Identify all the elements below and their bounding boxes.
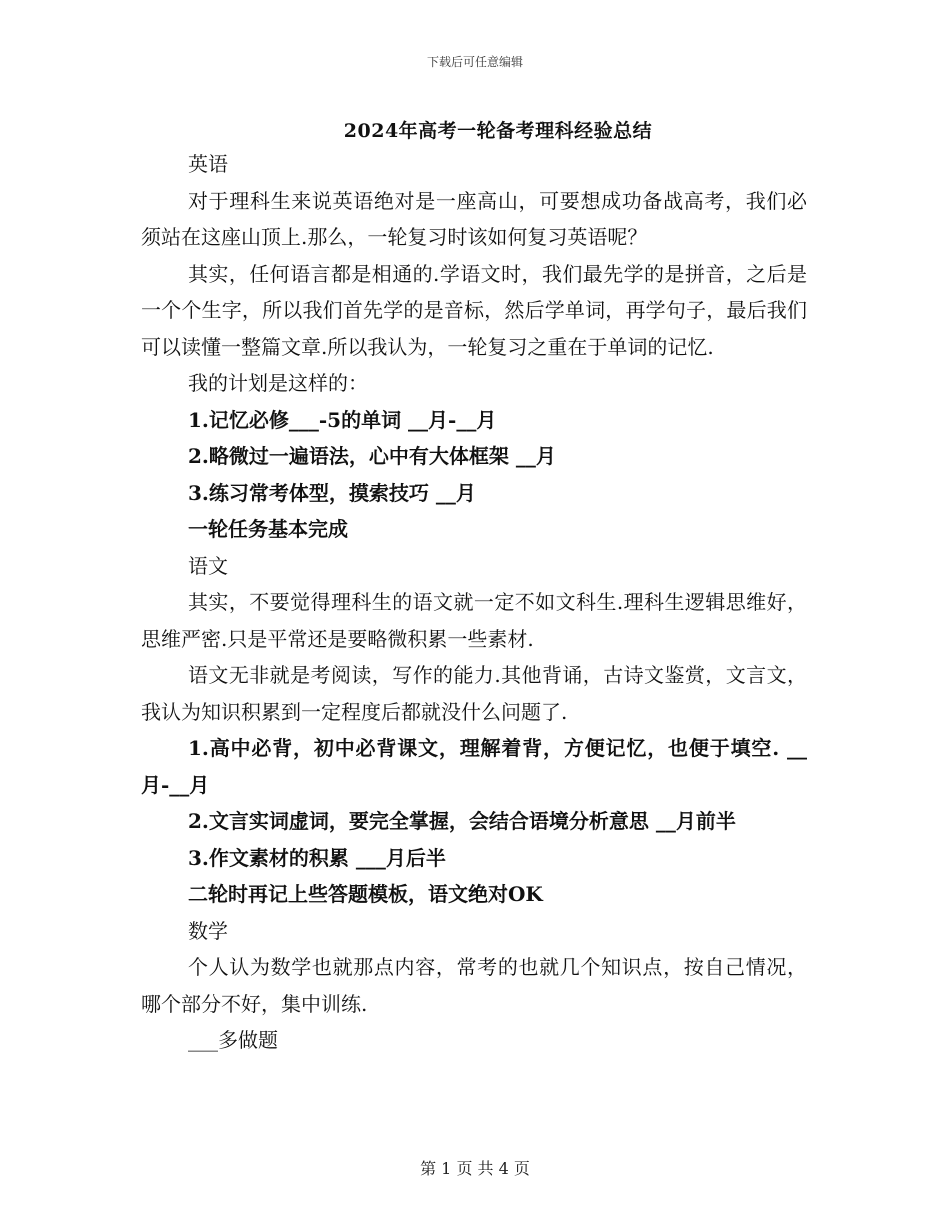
plan-item: 3.作文素材的积累 ___月后半 (188, 845, 446, 870)
plan-item: 1.高中必背，初中必背课文，理解着背，方便记忆，也便于填空. __月-__月 (141, 736, 807, 797)
paragraph: 其实，任何语言都是相通的.学语文时，我们最先学的是拼音，之后是一个个生字，所以我们首先学的是音标，然后学单词，再学句子，最后我们可以读懂一整篇文章.所以我认为，一轮复习之重在于单词的记忆. (141, 261, 807, 359)
paragraph: 其实，不要觉得理科生的语文就一定不如文科生.理科生逻辑思维好，思维严密.只是平常还是要略微积累一些素材. (141, 590, 807, 651)
paragraph: 个人认为数学也就那点内容，常考的也就几个知识点，按自己情况，哪个部分不好，集中训练. (141, 955, 807, 1016)
paragraph: ___多做题 (188, 1028, 278, 1052)
plan-item: 2.略微过一遍语法，心中有大体框架 __月 (188, 444, 556, 468)
plan-item: 2.文言实词虚词，要完全掌握，会结合语境分析意思 __月前半 (188, 809, 736, 833)
section-heading-english: 英语 (188, 152, 228, 176)
paragraph: 语文无非就是考阅读，写作的能力.其他背诵，古诗文鉴赏，文言文，我认为知识积累到一定程度后都就没什么问题了. (141, 663, 807, 724)
section-heading-chinese: 语文 (188, 553, 228, 578)
document-title: 2024年高考一轮备考理科经验总结 (343, 120, 653, 142)
plan-item: 3.练习常考体型，摸索技巧 __月 (188, 480, 476, 505)
plan-summary: 一轮任务基本完成 (188, 517, 348, 541)
document-body (141, 146, 807, 1059)
section-heading-math: 数学 (188, 918, 228, 943)
header-note: 下载后可任意编辑 (426, 55, 523, 69)
plan-item: 1.记忆必修___-5的单词 __月-__月 (188, 407, 497, 432)
paragraph: 我的计划是这样的： (188, 371, 368, 395)
paragraph: 对于理科生来说英语绝对是一座高山，可要想成功备战高考，我们必须站在这座山顶上.那么，一轮复习时该如何复习英语呢？ (141, 188, 807, 249)
page-number-footer: 第 1 页 共 4 页 (420, 1159, 530, 1178)
plan-summary: 二轮时再记上些答题模板，语文绝对OK (188, 882, 543, 906)
